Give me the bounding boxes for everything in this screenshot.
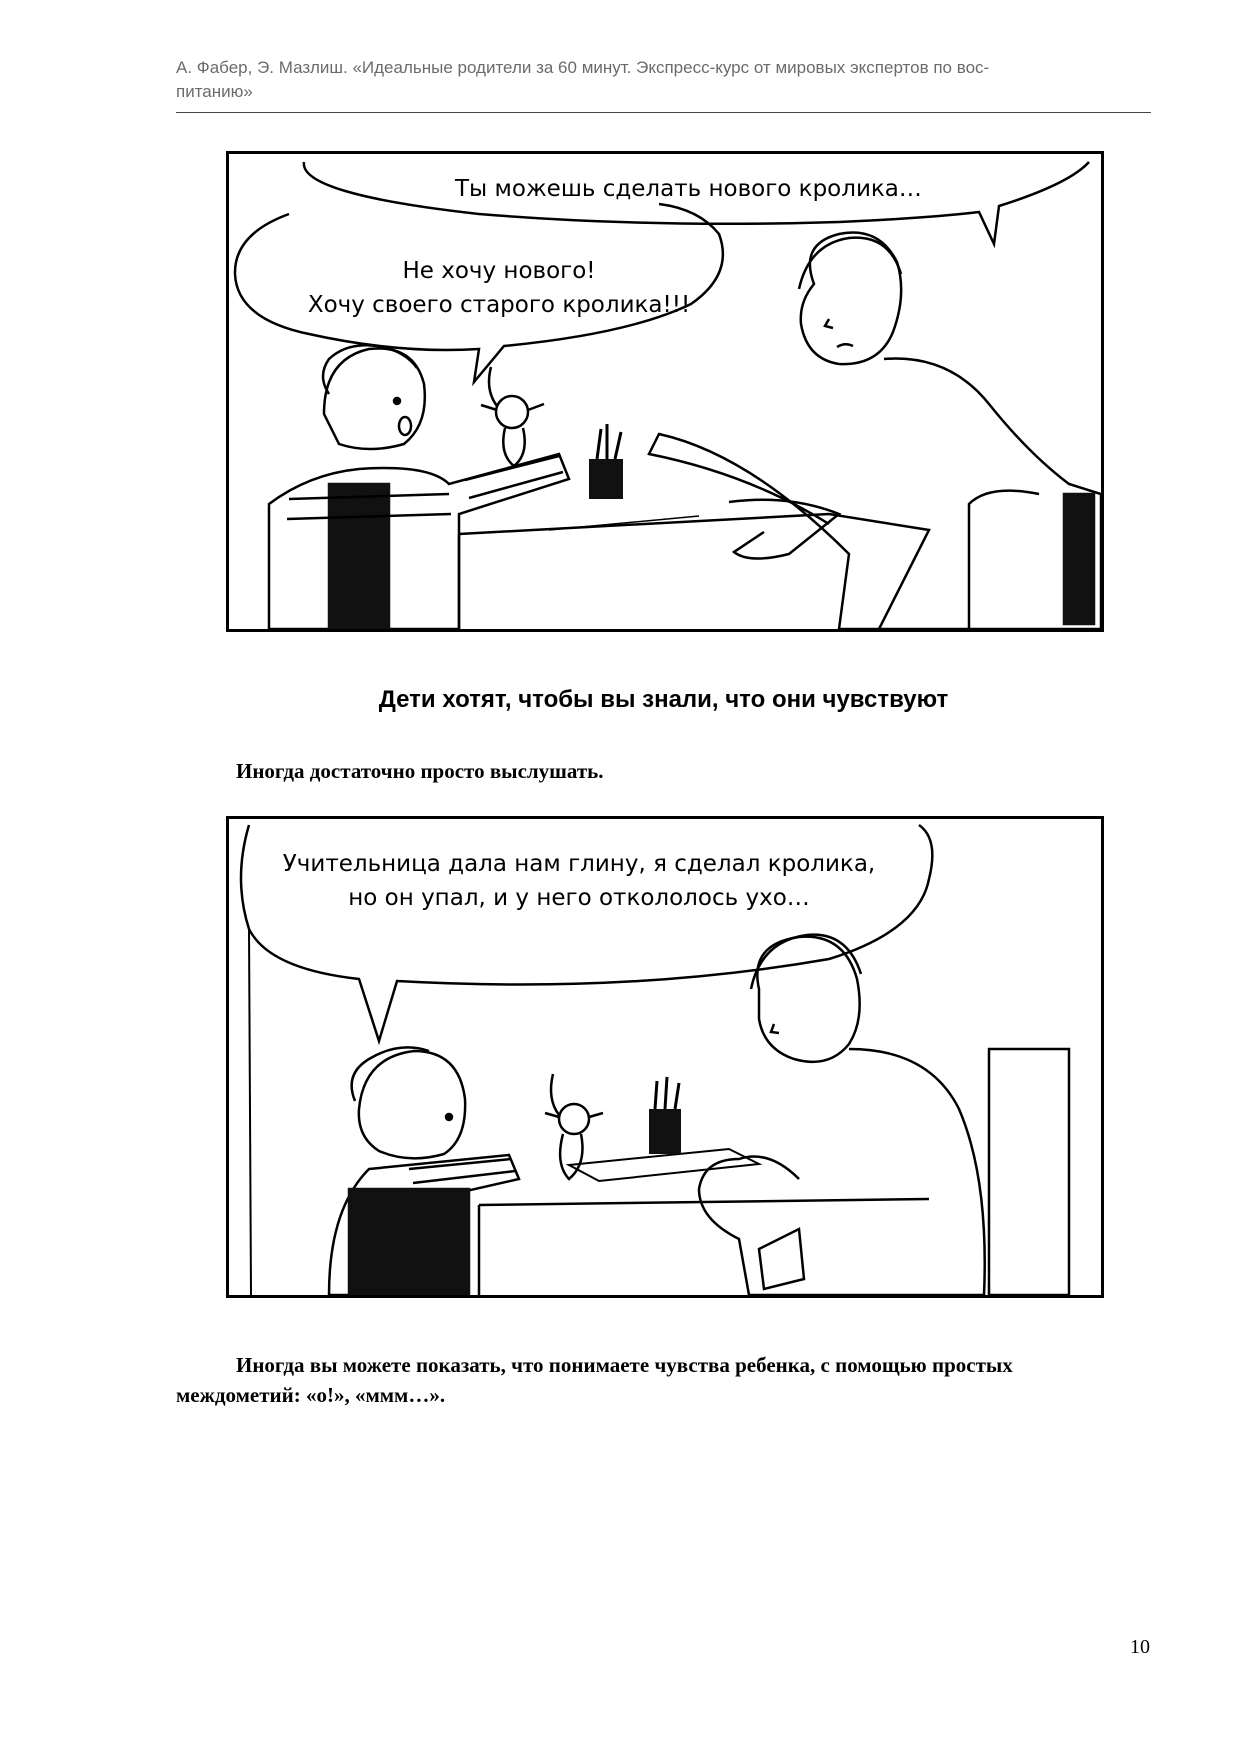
paragraph-1: Иногда достаточно просто выслушать. <box>236 759 604 783</box>
speech-bubble-child-2-line2: но он упал, и у него откололось ухо… <box>348 885 810 911</box>
clay-bunny <box>481 367 544 466</box>
child-figure-2 <box>329 1047 519 1295</box>
pencil-cup <box>589 424 623 499</box>
speech-bubble-child-line1: Не хочу нового! <box>402 258 596 284</box>
speech-bubble-child-line2: Хочу своего старого кролика!!! <box>307 292 691 318</box>
speech-bubble-child-2-line1: Учительница дала нам глину, я сделал кролика, <box>282 851 876 877</box>
child-figure <box>269 345 569 629</box>
section-title: Дети хотят, чтобы вы знали, что они чувствуют <box>378 686 949 713</box>
parent-figure <box>649 233 1101 629</box>
speech-bubble-child-2-text <box>269 847 889 915</box>
comic-panel-2 <box>226 816 1104 1298</box>
table-2 <box>479 1199 929 1205</box>
speech-bubble-child-text <box>299 254 699 322</box>
pencil-cup-2 <box>649 1077 681 1154</box>
running-header <box>176 56 1151 104</box>
comic-panel-1 <box>226 151 1104 632</box>
comic-panel-1-illustration <box>229 154 1101 629</box>
speech-bubble-parent-text: Ты можешь сделать нового кролика… <box>455 176 922 202</box>
table <box>459 514 929 629</box>
header-divider <box>176 112 1151 113</box>
paragraph-2-line2: междометий: «о!», «ммм…». <box>176 1383 446 1407</box>
paragraph-2-line1: Иногда вы можете показать, что понимаете чувства ребенка, с помощью простых <box>236 1353 1013 1377</box>
page-number: 10 <box>1130 1636 1150 1658</box>
parent-figure-2 <box>699 935 1069 1295</box>
running-header-line2: питанию» <box>176 82 253 101</box>
running-header-line1: А. Фабер, Э. Мазлиш. «Идеальные родители за 60 минут. Экспресс-курс от мировых экспертов по вос- <box>176 58 990 77</box>
paragraph-2 <box>176 1350 1151 1410</box>
